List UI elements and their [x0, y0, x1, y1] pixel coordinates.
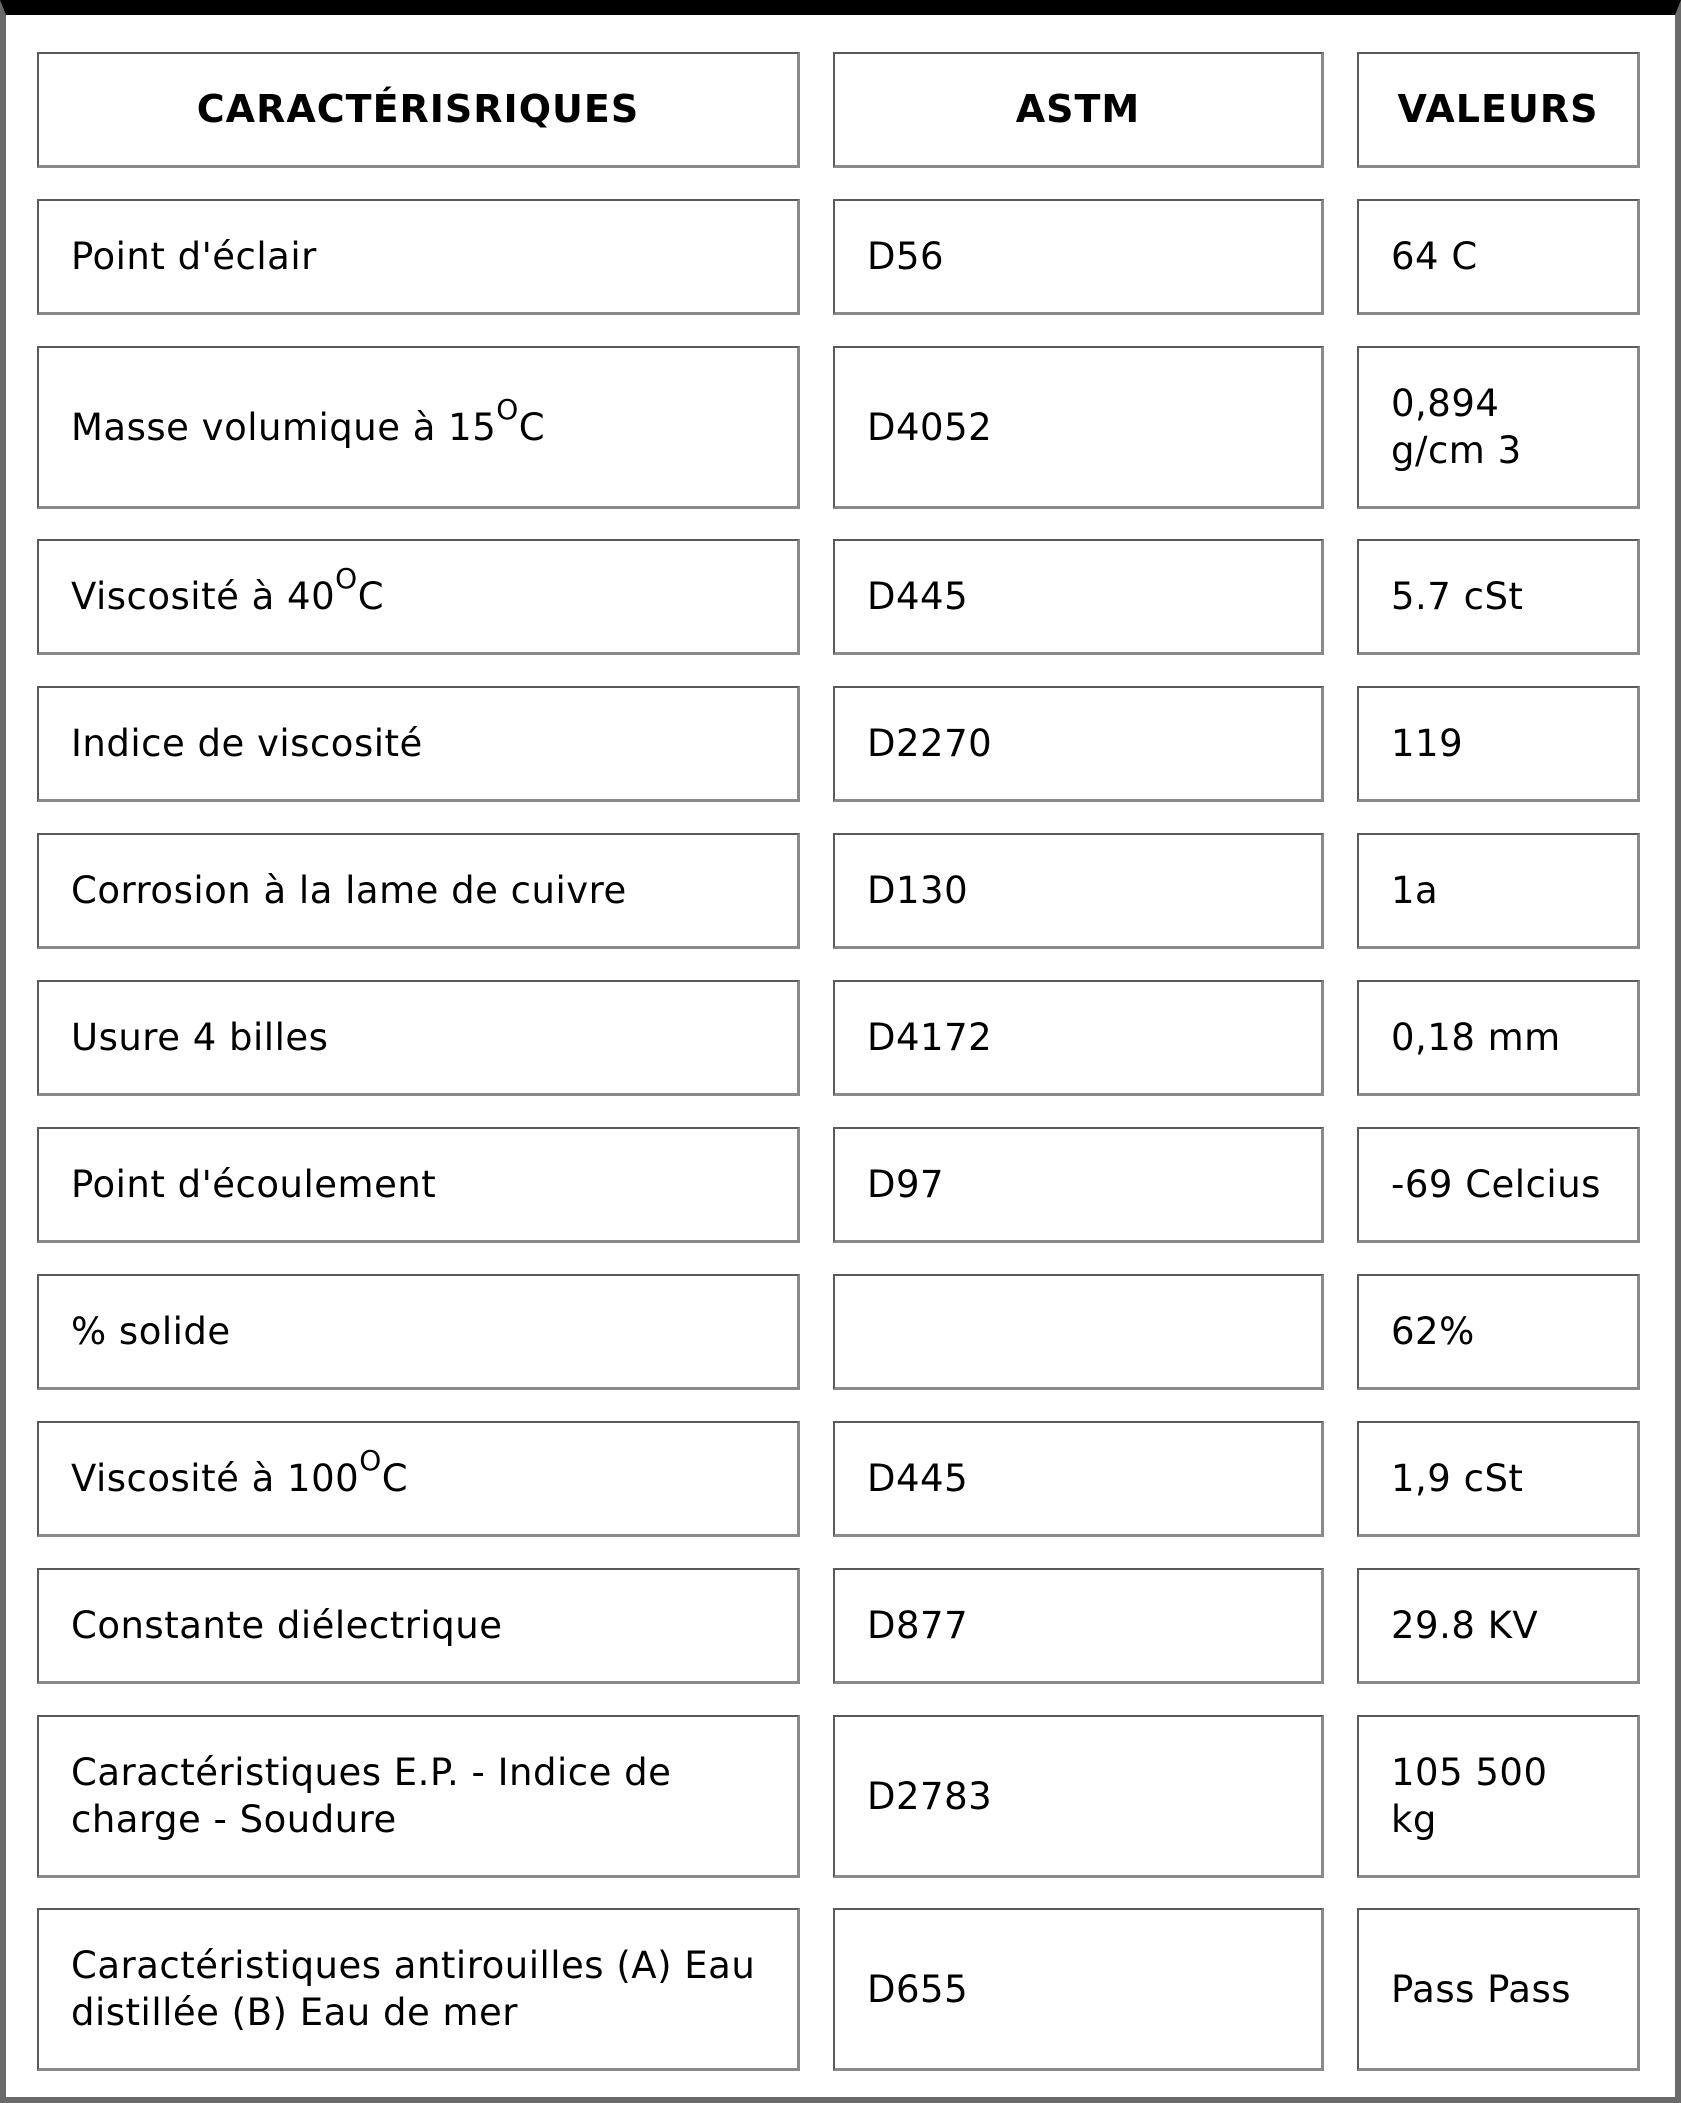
header-caracteristiques: CARACTÉRISRIQUES	[37, 52, 800, 168]
valeur-cell: 5.7 cSt	[1357, 539, 1640, 655]
valeur-cell: -69 Celcius	[1357, 1127, 1640, 1243]
degree-superscript: O	[496, 392, 519, 426]
astm-cell: D877	[833, 1568, 1324, 1684]
caracteristique-cell: % solide	[37, 1274, 800, 1390]
caracteristique-label: Viscosité à 100	[71, 1457, 360, 1500]
astm-cell	[833, 1274, 1324, 1390]
astm-cell: D56	[833, 199, 1324, 315]
valeur-cell: 119	[1357, 686, 1640, 802]
astm-cell: D130	[833, 833, 1324, 949]
caracteristique-cell: Point d'écoulement	[37, 1127, 800, 1243]
caracteristique-cell	[37, 539, 800, 655]
caracteristique-cell: Caractéristiques antirouilles (A) Eau distillée (B) Eau de mer	[37, 1908, 800, 2071]
caracteristique-cell: Indice de viscosité	[37, 686, 800, 802]
valeur-cell: Pass Pass	[1357, 1908, 1640, 2071]
caracteristique-label: Masse volumique à 15	[71, 405, 497, 449]
caracteristique-cell	[37, 1421, 800, 1537]
caracteristique-cell: Corrosion à la lame de cuivre	[37, 833, 800, 949]
unit-suffix: C	[381, 1457, 409, 1500]
valeur-cell: 62%	[1357, 1274, 1640, 1390]
header-valeurs: VALEURS	[1357, 52, 1640, 168]
degree-superscript: O	[335, 562, 358, 595]
astm-cell: D655	[833, 1908, 1324, 2071]
astm-cell: D445	[833, 1421, 1324, 1537]
valeur-cell: 64 C	[1357, 199, 1640, 315]
valeur-cell: 1,9 cSt	[1357, 1421, 1640, 1537]
unit-suffix: C	[518, 405, 546, 449]
valeur-cell: 29.8 KV	[1357, 1568, 1640, 1684]
caracteristique-cell: Constante diélectrique	[37, 1568, 800, 1684]
caracteristique-cell	[37, 199, 800, 315]
header-astm: ASTM	[833, 52, 1324, 168]
valeur-cell: 0,894 g/cm 3	[1357, 346, 1640, 509]
caracteristique-cell	[37, 346, 800, 509]
specifications-table	[37, 52, 1640, 2101]
degree-superscript: O	[359, 1444, 382, 1477]
astm-cell: D2783	[833, 1715, 1324, 1878]
caracteristique-cell: Caractéristiques E.P. - Indice de charge - Soudure	[37, 1715, 800, 1878]
unit-suffix: C	[357, 575, 385, 618]
astm-cell: D445	[833, 539, 1324, 655]
astm-cell: D4052	[833, 346, 1324, 509]
astm-cell: D2270	[833, 686, 1324, 802]
astm-cell: D4172	[833, 980, 1324, 1096]
valeur-cell: 105 500 kg	[1357, 1715, 1640, 1878]
astm-cell: D97	[833, 1127, 1324, 1243]
caracteristique-cell: Usure 4 billes	[37, 980, 800, 1096]
caracteristique-label: Point d'éclair	[71, 235, 317, 278]
valeur-cell: 0,18 mm	[1357, 980, 1640, 1096]
valeur-cell: 1a	[1357, 833, 1640, 949]
caracteristique-label: Viscosité à 40	[71, 575, 336, 618]
